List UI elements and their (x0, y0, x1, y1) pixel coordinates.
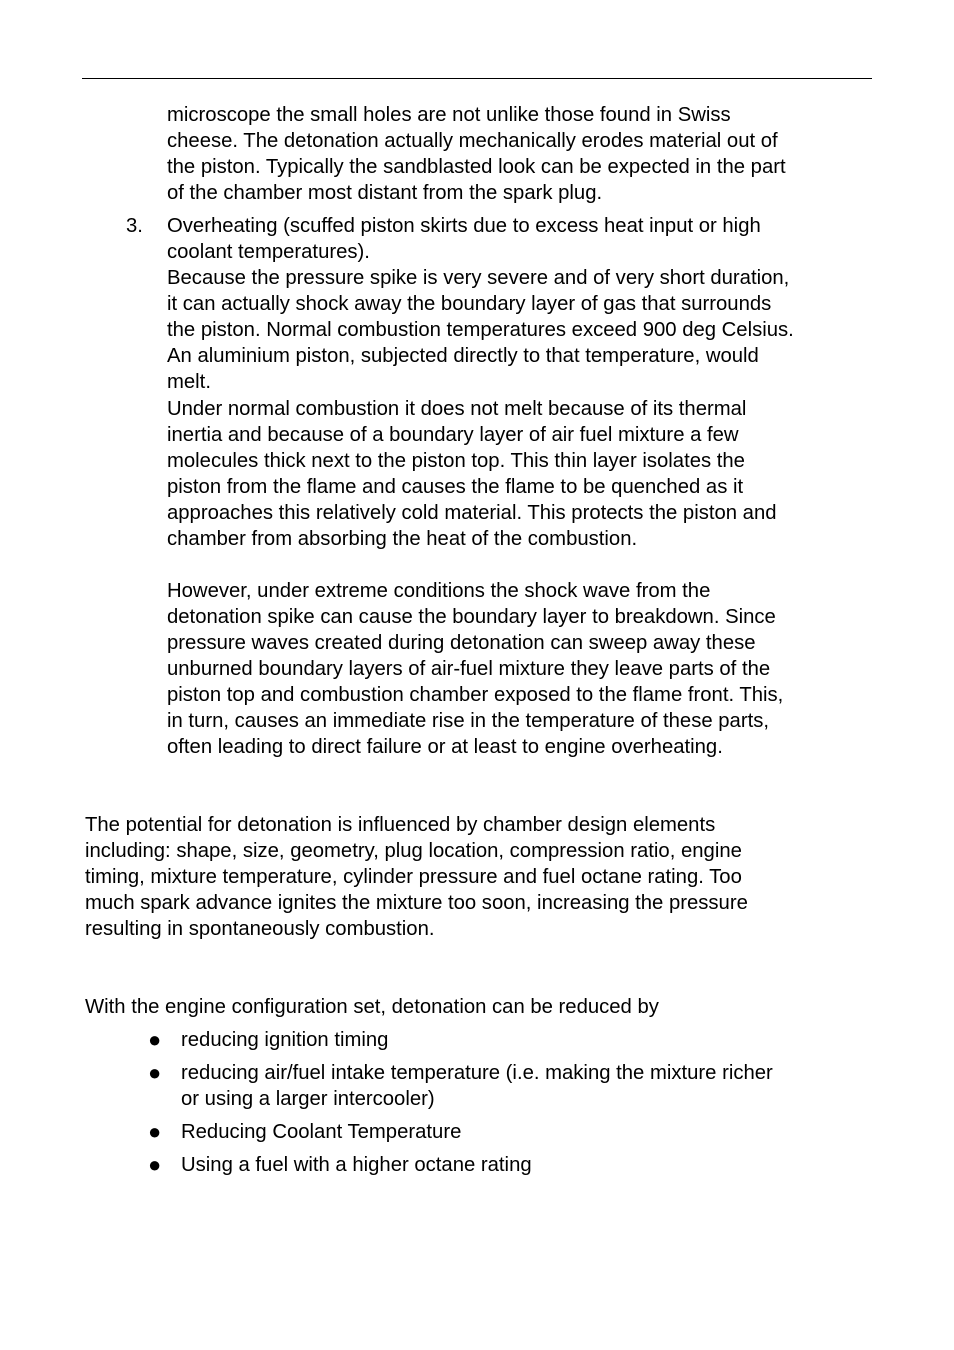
text-line: or using a larger intercooler) (181, 1088, 435, 1110)
text-line: inertia and because of a boundary layer of air fuel mixture a few (167, 424, 739, 446)
header-rule (82, 78, 872, 79)
text-line: approaches this relatively cold material. This protects the piston and (167, 502, 777, 524)
item3-paragraph-3 (167, 578, 887, 760)
text-line: pressure waves created during detonation can sweep away these (167, 632, 756, 654)
text-line: resulting in spontaneously combustion. (85, 918, 435, 940)
text-line: Overheating (scuffed piston skirts due to excess heat input or high (167, 215, 761, 237)
text-line: coolant temperatures). (167, 241, 370, 263)
text-line: piston top and combustion chamber exposed to the flame front. This, (167, 684, 784, 706)
text-line: reducing ignition timing (181, 1029, 389, 1051)
text-line: chamber from absorbing the heat of the combustion. (167, 528, 638, 550)
text-line: the piston. Normal combustion temperatures exceed 900 deg Celsius. (167, 319, 794, 341)
text-line: reducing air/fuel intake temperature (i.e. making the mixture richer (181, 1062, 773, 1084)
text-line: unburned boundary layers of air-fuel mixture they leave parts of the (167, 658, 771, 680)
item3-paragraph-1 (167, 265, 887, 395)
continuation-paragraph (167, 102, 887, 206)
text-line: Because the pressure spike is very severe and of very short duration, (167, 267, 790, 289)
list-item-text (181, 1060, 881, 1112)
list-item-text (181, 1152, 881, 1178)
text-line: piston from the flame and causes the flame to be quenched as it (167, 476, 744, 498)
text-line: of the chamber most distant from the spark plug. (167, 182, 603, 204)
text-line: including: shape, size, geometry, plug location, compression ratio, engine (85, 840, 742, 862)
text-line: An aluminium piston, subjected directly to that temperature, would (167, 345, 759, 367)
list-item-text (181, 1119, 881, 1145)
text-line: melt. (167, 371, 211, 393)
text-line: often leading to direct failure or at least to engine overheating. (167, 736, 723, 758)
text-line: the piston. Typically the sandblasted look can be expected in the part (167, 156, 786, 178)
text-line: Using a fuel with a higher octane rating (181, 1154, 532, 1176)
bullet-icon: ● (148, 1152, 162, 1177)
bullet-icon: ● (148, 1027, 162, 1052)
text-line: However, under extreme conditions the shock wave from the (167, 580, 711, 602)
text-line: cheese. The detonation actually mechanically erodes material out of (167, 130, 778, 152)
list-number: 3. (126, 215, 143, 237)
text-line: in turn, causes an immediate rise in the temperature of these parts, (167, 710, 769, 732)
text-line: detonation spike can cause the boundary layer to breakdown. Since (167, 606, 776, 628)
detonation-factors-paragraph (85, 812, 885, 942)
list-item-text (181, 1027, 881, 1053)
text-line: it can actually shock away the boundary layer of gas that surrounds (167, 293, 772, 315)
text-line: microscope the small holes are not unlike those found in Swiss (167, 104, 731, 126)
bullet-icon: ● (148, 1060, 162, 1085)
item3-paragraph-2 (167, 396, 887, 552)
text-line: molecules thick next to the piston top. This thin layer isolates the (167, 450, 745, 472)
text-line: The potential for detonation is influenced by chamber design elements (85, 814, 716, 836)
text-line: timing, mixture temperature, cylinder pressure and fuel octane rating. Too (85, 866, 742, 888)
reduction-intro (85, 994, 885, 1020)
bullet-icon: ● (148, 1119, 162, 1144)
text-line: Under normal combustion it does not melt because of its thermal (167, 398, 747, 420)
text-line: With the engine configuration set, detonation can be reduced by (85, 996, 659, 1018)
item3-heading (167, 213, 887, 265)
text-line: much spark advance ignites the mixture too soon, increasing the pressure (85, 892, 748, 914)
text-line: Reducing Coolant Temperature (181, 1121, 462, 1143)
